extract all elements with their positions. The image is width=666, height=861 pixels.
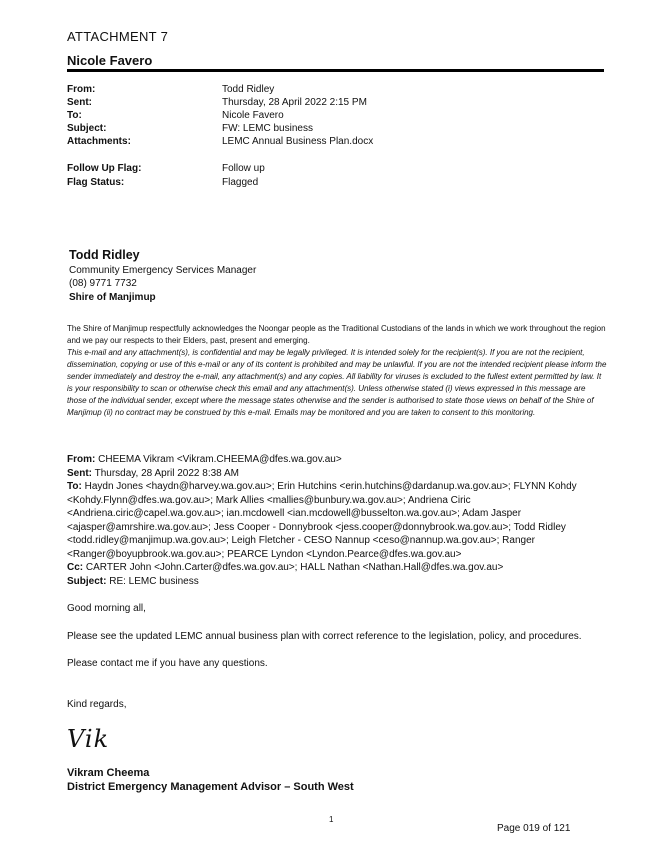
fwd-sent-line (67, 467, 607, 481)
flag-status-value: Flagged (222, 177, 259, 188)
header-from-label: From: (67, 84, 96, 95)
header-from-value: Todd Ridley (222, 84, 275, 95)
sender-name: Vikram Cheema (67, 767, 150, 779)
body-paragraph-1: Please see the updated LEMC annual business plan with correct reference to the legislation, policy, and procedures. (67, 631, 582, 642)
flag-status-label: Flag Status: (67, 177, 125, 188)
header-attachments-value[interactable]: LEMC Annual Business Plan.docx (222, 136, 374, 147)
attachment-label: ATTACHMENT 7 (67, 29, 169, 44)
fwd-cc-label: Cc: (67, 562, 84, 573)
flag-followup-label: Follow Up Flag: (67, 163, 142, 174)
fwd-to-value[interactable]: Haydn Jones <haydn@harvey.wa.gov.au>; Erin Hutchins <erin.hutchins@dardanup.wa.gov.au>; FLYNN Kohdy <Kohdy.Flynn@dfes.wa.gov.au>; Mark Allies <mallies@bunbury.wa.gov.au>; Andriena Ciric <Andriena.ciric@capel.wa.gov.au>; ian.mcdowell <ian.mcdowell@busselton.wa.gov.au>; Adam Jasper <ajasper@amrshire.wa.gov.au>; Jess Cooper - Donnybrook <jess.cooper@donnybrook.wa.gov.au>; Todd Ridley <todd.ridley@manjimup.wa.gov.au>; Leigh Fletcher - CESO Nannup <ceso@nannup.wa.gov.au>; Ranger <Ranger@boyupbrook.wa.gov.au>; PEARCE Lyndon <Lyndon.Pearce@dfes.wa.gov.au> (67, 481, 577, 560)
signature-phone: (08) 9771 7732 (69, 278, 137, 289)
disclaimer-text: This e-mail and any attachment(s), is confidential and may be legally privileged. It is intended solely for the recipient(s). If you are not the recipient, dissemination, copying or use of this e-mail or any of its content is prohibited and may be unlawful. If you are not the intended recipient please inform the sender immediately and destroy the e-mail, any attachment(s) and any copies. All liability for viruses is excluded to the fullest extent permitted by law. It is your responsibility to scan or otherwise check this email and any attachment(s). Unless otherwise stated (i) views expressed in this message are those of the individual sender, except where the message states otherwise and the sender is authorised to state those views on behalf of the Shire of Manjimup (ii) no contract may be construed by this e-mail. Emails may be monitored and you are taken to consent to this monitoring. (67, 348, 607, 417)
fwd-sent-label: Sent: (67, 467, 92, 479)
fwd-subject-value: RE: LEMC business (109, 575, 199, 587)
signature-name: Todd Ridley (69, 248, 140, 262)
header-to-label: To: (67, 110, 82, 121)
signature-title: Community Emergency Services Manager (69, 265, 257, 276)
fwd-from-value[interactable]: CHEEMA Vikram <Vikram.CHEEMA@dfes.wa.gov.au> (98, 454, 342, 465)
mailbox-owner: Nicole Favero (67, 53, 153, 68)
fwd-from-label: From: (67, 454, 96, 465)
fwd-to-label: To: (67, 481, 82, 492)
header-sent-label: Sent: (67, 97, 92, 108)
fwd-from-line (67, 453, 607, 467)
fwd-subject-label: Subject: (67, 575, 107, 587)
header-divider (67, 69, 604, 72)
fwd-to-line (67, 480, 607, 561)
header-to-value: Nicole Favero (222, 110, 284, 121)
header-subject-value: FW: LEMC business (222, 123, 313, 134)
header-sent-value: Thursday, 28 April 2022 2:15 PM (222, 97, 367, 108)
handwritten-signature: Vik (67, 725, 110, 753)
sender-title: District Emergency Management Advisor – South West (67, 781, 354, 793)
header-attachments-label: Attachments: (67, 136, 131, 147)
body-closing: Kind regards, (67, 699, 127, 710)
fwd-cc-value[interactable]: CARTER John <John.Carter@dfes.wa.gov.au>; HALL Nathan <Nathan.Hall@dfes.wa.gov.au> (85, 562, 504, 573)
body-greeting: Good morning all, (67, 603, 146, 614)
fwd-sent-value: Thursday, 28 April 2022 8:38 AM (94, 467, 239, 479)
header-subject-label: Subject: (67, 123, 107, 134)
body-paragraph-2: Please contact me if you have any questions. (67, 658, 268, 669)
signature-org: Shire of Manjimup (69, 292, 156, 303)
flag-followup-value: Follow up (222, 163, 265, 174)
page-of-total: Page 019 of 121 (497, 823, 571, 834)
fwd-cc-line (67, 561, 607, 575)
fwd-subject-line (67, 575, 607, 589)
page-number: 1 (329, 815, 334, 824)
forwarded-headers (67, 453, 607, 588)
acknowledgement-text: The Shire of Manjimup respectfully acknowledges the Noongar people as the Traditional Custodians of the lands in which we work throughout the region and we pay our respects to their Elders, past, present and emerging. (67, 324, 606, 345)
